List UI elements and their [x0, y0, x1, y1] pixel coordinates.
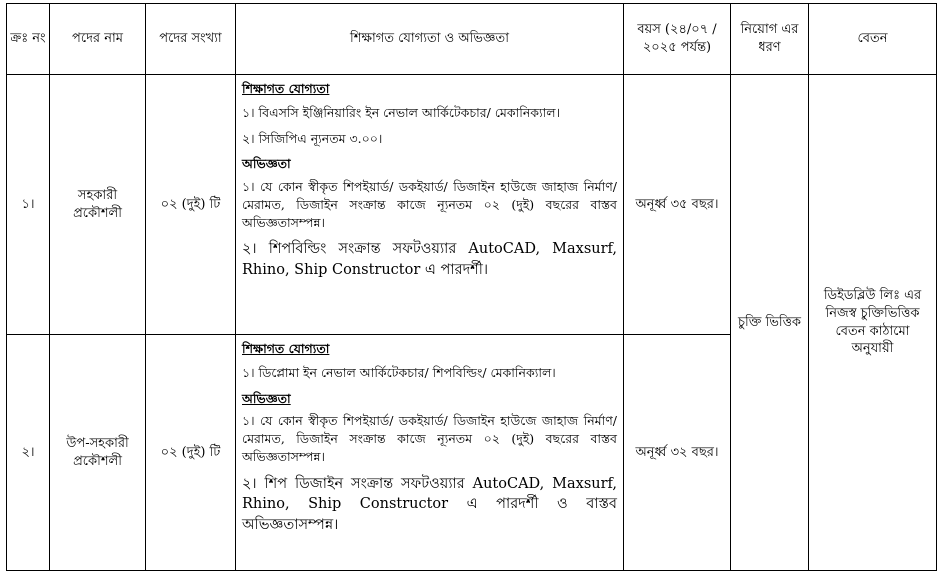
education-heading: শিক্ষাগত যোগ্যতা — [242, 81, 330, 96]
post-name: সহকারী প্রকৌশলী — [73, 187, 122, 221]
appointment-type: চুক্তি ভিত্তিক — [737, 314, 801, 330]
education-item: ২। সিজিপিএ ন্যূনতম ৩.০০। — [242, 130, 383, 146]
experience-heading: অভিজ্ঞতা — [242, 156, 291, 172]
experience-item: ২। শিপ ডিজাইন সংক্রান্ত সফটওয়্যার AutoCAD, Maxsurf, Rhino, Ship Constructor এ পারদর্শী ও বাস্তব অভিজ্ঞতাসম্পন্ন। — [242, 475, 617, 533]
header-appointment-type: নিয়োগ এর ধরণ — [731, 4, 809, 75]
post-name-cell — [50, 75, 146, 335]
header-age: বয়স (২৪/০৭ /২০২৫ পর্যন্ত) — [624, 4, 731, 75]
experience-item: ২। শিপবিল্ডিং সংক্রান্ত সফটওয়্যার AutoCAD, Maxsurf, Rhino, Ship Constructor এ পারদর্শী। — [242, 241, 617, 278]
serial-cell: ২। — [7, 335, 50, 571]
age-cell — [624, 75, 731, 335]
post-count-cell: ০২ (দুই) টি — [146, 75, 236, 335]
header-qualification: শিক্ষাগত যোগ্যতা ও অভিজ্ঞতা — [236, 4, 624, 75]
age-limit: অনূর্ধ্ব ৩২ বছর। — [635, 444, 719, 460]
salary: ডিইডব্লিউ লিঃ এর নিজস্ব চুক্তিভিত্তিক বেতন কাঠামো অনুযায়ী — [823, 288, 922, 357]
post-count-cell: ০২ (দুই) টি — [146, 335, 236, 571]
requirements-cell — [236, 75, 624, 335]
serial-cell: ১। — [7, 75, 50, 335]
header-post-count: পদের সংখ্যা — [146, 4, 236, 75]
header-serial: ক্রঃ নং — [7, 4, 50, 75]
header-post-name: পদের নাম — [50, 4, 146, 75]
post-name: উপ-সহকারী প্রকৌশলী — [66, 435, 129, 469]
job-circular-table — [6, 3, 937, 571]
appointment-type-cell — [731, 75, 809, 571]
education-item: ১। ডিপ্লোমা ইন নেভাল আর্কিটেকচার/ শিপবিল্ডিং/ মেকানিক্যাল। — [242, 364, 556, 380]
experience-heading: অভিজ্ঞতা — [242, 390, 291, 406]
post-name-cell — [50, 335, 146, 571]
salary-cell — [809, 75, 937, 571]
education-item: ১। বিএসসি ইঞ্জিনিয়ারিং ইন নেভাল আর্কিটেকচার/ মেকানিক্যাল। — [242, 104, 561, 120]
experience-item: ১। যে কোন স্বীকৃত শিপইয়ার্ড/ ডকইয়ার্ড/ ডিজাইন হাউজে জাহাজ নির্মাণ/ মেরামত, ডিজাইন সংক্রান্ত কাজে ন্যূনতম ০২ (দুই) বছরের বাস্তব অভিজ্ঞতাসম্পন্ন। — [242, 413, 617, 464]
age-limit: অনূর্ধ্ব ৩৫ বছর। — [635, 196, 719, 212]
header-row — [7, 4, 937, 75]
header-salary: বেতন — [809, 4, 937, 75]
experience-item: ১। যে কোন স্বীকৃত শিপইয়ার্ড/ ডকইয়ার্ড/ ডিজাইন হাউজে জাহাজ নির্মাণ/ মেরামত, ডিজাইন সংক্রান্ত কাজে ন্যূনতম ০২ (দুই) বছরের বাস্তব অভিজ্ঞতাসম্পন্ন। — [242, 179, 617, 230]
age-cell — [624, 335, 731, 571]
requirements-cell — [236, 335, 624, 571]
table-row — [7, 75, 937, 335]
education-heading: শিক্ষাগত যোগ্যতা — [242, 341, 330, 356]
